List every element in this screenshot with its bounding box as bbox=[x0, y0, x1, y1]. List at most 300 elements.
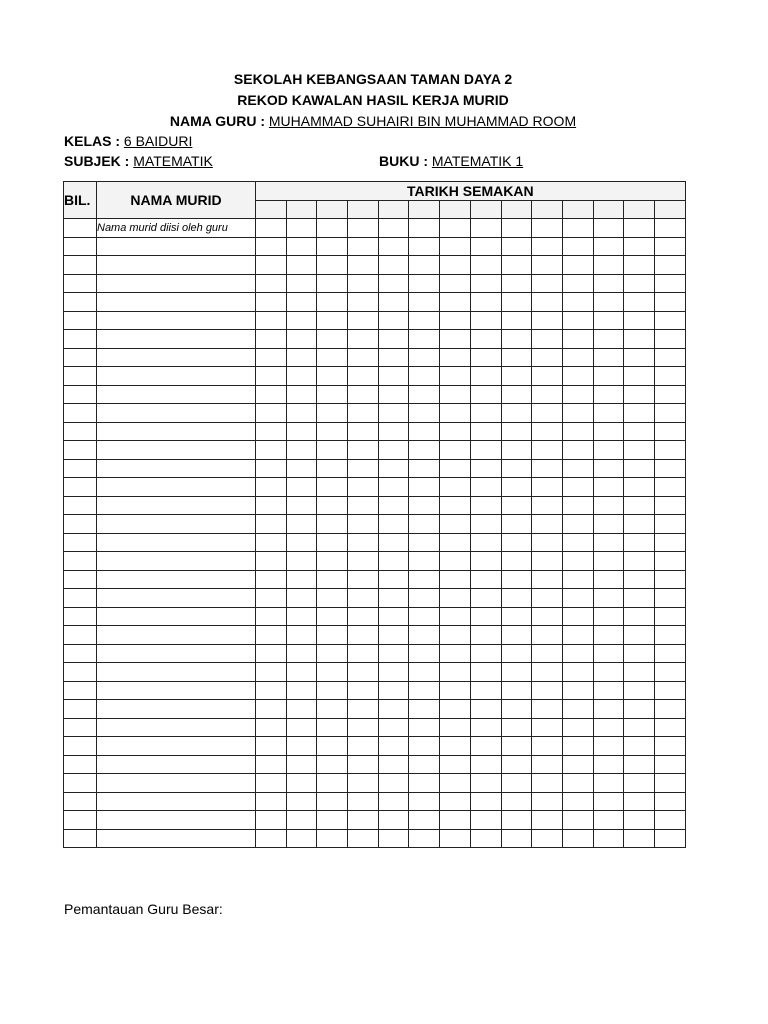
check-cell bbox=[501, 385, 532, 404]
check-cell bbox=[654, 274, 685, 293]
bil-cell bbox=[64, 681, 97, 700]
check-cell bbox=[348, 626, 379, 645]
check-cell bbox=[624, 385, 655, 404]
bil-cell bbox=[64, 404, 97, 423]
bil-cell bbox=[64, 607, 97, 626]
check-cell bbox=[286, 404, 317, 423]
table-row bbox=[64, 681, 686, 700]
check-cell bbox=[593, 459, 624, 478]
buku-line bbox=[379, 152, 523, 170]
check-cell bbox=[440, 422, 471, 441]
check-cell bbox=[593, 385, 624, 404]
check-cell bbox=[256, 737, 287, 756]
check-cell bbox=[654, 237, 685, 256]
check-cell bbox=[501, 570, 532, 589]
date-header-cell bbox=[440, 200, 471, 219]
check-cell bbox=[378, 700, 409, 719]
check-cell bbox=[470, 552, 501, 571]
check-cell bbox=[317, 422, 348, 441]
table-row bbox=[64, 589, 686, 608]
check-cell bbox=[256, 274, 287, 293]
check-cell bbox=[348, 293, 379, 312]
check-cell bbox=[624, 774, 655, 793]
nama-murid-cell bbox=[97, 570, 256, 589]
check-cell bbox=[286, 755, 317, 774]
check-cell bbox=[409, 811, 440, 830]
check-cell bbox=[256, 792, 287, 811]
check-cell bbox=[409, 422, 440, 441]
table-row bbox=[64, 496, 686, 515]
check-cell bbox=[624, 552, 655, 571]
check-cell bbox=[593, 515, 624, 534]
check-cell bbox=[378, 404, 409, 423]
check-cell bbox=[654, 367, 685, 386]
nama-murid-cell bbox=[97, 626, 256, 645]
check-cell bbox=[532, 589, 563, 608]
check-cell bbox=[532, 478, 563, 497]
bil-cell bbox=[64, 459, 97, 478]
check-cell bbox=[378, 607, 409, 626]
check-cell bbox=[286, 274, 317, 293]
check-cell bbox=[532, 533, 563, 552]
check-cell bbox=[470, 311, 501, 330]
check-cell bbox=[256, 330, 287, 349]
bil-cell bbox=[64, 422, 97, 441]
check-cell bbox=[624, 293, 655, 312]
bil-cell bbox=[64, 755, 97, 774]
check-cell bbox=[470, 478, 501, 497]
check-cell bbox=[593, 441, 624, 460]
check-cell bbox=[562, 755, 593, 774]
check-cell bbox=[624, 663, 655, 682]
check-cell bbox=[348, 718, 379, 737]
bil-cell bbox=[64, 626, 97, 645]
column-header-nama-murid: NAMA MURID bbox=[97, 182, 256, 219]
check-cell bbox=[624, 237, 655, 256]
check-cell bbox=[470, 829, 501, 848]
buku-value: MATEMATIK 1 bbox=[431, 153, 524, 169]
check-cell bbox=[470, 219, 501, 238]
check-cell bbox=[624, 367, 655, 386]
check-cell bbox=[501, 718, 532, 737]
bil-cell bbox=[64, 737, 97, 756]
document-title: REKOD KAWALAN HASIL KERJA MURID bbox=[237, 92, 509, 108]
check-cell bbox=[348, 496, 379, 515]
check-cell bbox=[378, 755, 409, 774]
check-cell bbox=[501, 256, 532, 275]
check-cell bbox=[409, 700, 440, 719]
check-cell bbox=[562, 533, 593, 552]
check-cell bbox=[348, 811, 379, 830]
check-cell bbox=[562, 422, 593, 441]
check-cell bbox=[378, 792, 409, 811]
date-header-cell bbox=[470, 200, 501, 219]
check-cell bbox=[593, 681, 624, 700]
check-cell bbox=[317, 681, 348, 700]
check-cell bbox=[654, 459, 685, 478]
check-cell bbox=[562, 552, 593, 571]
check-cell bbox=[470, 441, 501, 460]
check-cell bbox=[593, 774, 624, 793]
check-cell bbox=[624, 792, 655, 811]
check-cell bbox=[624, 404, 655, 423]
bil-cell bbox=[64, 237, 97, 256]
check-cell bbox=[593, 496, 624, 515]
nama-murid-cell bbox=[97, 404, 256, 423]
check-cell bbox=[317, 348, 348, 367]
check-cell bbox=[501, 589, 532, 608]
date-header-cell bbox=[378, 200, 409, 219]
bil-cell bbox=[64, 644, 97, 663]
nama-murid-cell bbox=[97, 589, 256, 608]
check-cell bbox=[409, 311, 440, 330]
date-header-cell bbox=[348, 200, 379, 219]
check-cell bbox=[470, 774, 501, 793]
check-cell bbox=[256, 811, 287, 830]
nama-murid-cell bbox=[97, 348, 256, 367]
table-row bbox=[64, 274, 686, 293]
check-cell bbox=[348, 589, 379, 608]
bil-cell bbox=[64, 219, 97, 238]
check-cell bbox=[378, 811, 409, 830]
date-header-cell bbox=[256, 200, 287, 219]
check-cell bbox=[348, 404, 379, 423]
nama-murid-cell bbox=[97, 459, 256, 478]
check-cell bbox=[286, 496, 317, 515]
check-cell bbox=[654, 570, 685, 589]
check-cell bbox=[470, 792, 501, 811]
bil-cell bbox=[64, 792, 97, 811]
check-cell bbox=[593, 237, 624, 256]
column-header-tarikh-semakan: TARIKH SEMAKAN bbox=[256, 182, 686, 201]
check-cell bbox=[501, 367, 532, 386]
check-cell bbox=[409, 589, 440, 608]
check-cell bbox=[470, 626, 501, 645]
check-cell bbox=[562, 441, 593, 460]
check-cell bbox=[378, 274, 409, 293]
check-cell bbox=[624, 274, 655, 293]
check-cell bbox=[593, 589, 624, 608]
nama-murid-cell bbox=[97, 718, 256, 737]
table-row bbox=[64, 700, 686, 719]
table-row bbox=[64, 792, 686, 811]
check-cell bbox=[348, 552, 379, 571]
check-cell bbox=[593, 644, 624, 663]
nama-murid-cell bbox=[97, 644, 256, 663]
check-cell bbox=[256, 237, 287, 256]
table-row bbox=[64, 348, 686, 367]
check-cell bbox=[409, 367, 440, 386]
check-cell bbox=[501, 663, 532, 682]
check-cell bbox=[470, 681, 501, 700]
check-cell bbox=[409, 441, 440, 460]
check-cell bbox=[501, 533, 532, 552]
check-cell bbox=[593, 700, 624, 719]
check-cell bbox=[532, 737, 563, 756]
check-cell bbox=[532, 385, 563, 404]
table-row bbox=[64, 404, 686, 423]
check-cell bbox=[348, 570, 379, 589]
check-cell bbox=[501, 348, 532, 367]
check-cell bbox=[654, 774, 685, 793]
table-row bbox=[64, 293, 686, 312]
school-name: SEKOLAH KEBANGSAAN TAMAN DAYA 2 bbox=[233, 71, 513, 87]
check-cell bbox=[654, 348, 685, 367]
bil-cell bbox=[64, 256, 97, 275]
check-cell bbox=[501, 700, 532, 719]
check-cell bbox=[409, 570, 440, 589]
table-row bbox=[64, 755, 686, 774]
check-cell bbox=[348, 385, 379, 404]
date-header-cell bbox=[532, 200, 563, 219]
check-cell bbox=[593, 755, 624, 774]
check-cell bbox=[624, 589, 655, 608]
nama-murid-cell bbox=[97, 367, 256, 386]
check-cell bbox=[624, 737, 655, 756]
check-cell bbox=[440, 348, 471, 367]
check-cell bbox=[256, 459, 287, 478]
nama-murid-cell bbox=[97, 755, 256, 774]
check-cell bbox=[501, 496, 532, 515]
bil-cell bbox=[64, 718, 97, 737]
check-cell bbox=[654, 607, 685, 626]
check-cell bbox=[378, 459, 409, 478]
check-cell bbox=[440, 663, 471, 682]
check-cell bbox=[317, 274, 348, 293]
check-cell bbox=[317, 256, 348, 275]
check-cell bbox=[624, 644, 655, 663]
teacher-label: NAMA GURU : bbox=[169, 113, 265, 129]
check-cell bbox=[256, 552, 287, 571]
check-cell bbox=[501, 237, 532, 256]
check-cell bbox=[317, 792, 348, 811]
check-cell bbox=[378, 256, 409, 275]
check-cell bbox=[440, 385, 471, 404]
check-cell bbox=[501, 626, 532, 645]
date-header-cell bbox=[624, 200, 655, 219]
check-cell bbox=[378, 626, 409, 645]
check-cell bbox=[624, 311, 655, 330]
check-cell bbox=[593, 293, 624, 312]
check-cell bbox=[317, 219, 348, 238]
table-row bbox=[64, 256, 686, 275]
check-cell bbox=[562, 385, 593, 404]
check-cell bbox=[256, 533, 287, 552]
table-row bbox=[64, 811, 686, 830]
check-cell bbox=[256, 681, 287, 700]
check-cell bbox=[654, 626, 685, 645]
check-cell bbox=[348, 311, 379, 330]
check-cell bbox=[654, 700, 685, 719]
check-cell bbox=[440, 755, 471, 774]
check-cell bbox=[409, 792, 440, 811]
check-cell bbox=[532, 496, 563, 515]
check-cell bbox=[348, 644, 379, 663]
check-cell bbox=[470, 459, 501, 478]
bil-cell bbox=[64, 274, 97, 293]
check-cell bbox=[501, 219, 532, 238]
check-cell bbox=[378, 348, 409, 367]
nama-murid-cell bbox=[97, 515, 256, 534]
check-cell bbox=[562, 311, 593, 330]
check-cell bbox=[593, 626, 624, 645]
check-cell bbox=[286, 681, 317, 700]
check-cell bbox=[624, 533, 655, 552]
check-cell bbox=[348, 422, 379, 441]
check-cell bbox=[532, 663, 563, 682]
check-cell bbox=[348, 700, 379, 719]
check-cell bbox=[532, 311, 563, 330]
check-cell bbox=[286, 533, 317, 552]
check-cell bbox=[654, 718, 685, 737]
nama-murid-cell bbox=[97, 792, 256, 811]
nama-murid-cell bbox=[97, 441, 256, 460]
check-cell bbox=[256, 367, 287, 386]
check-cell bbox=[624, 219, 655, 238]
table-row bbox=[64, 737, 686, 756]
check-cell bbox=[624, 829, 655, 848]
check-cell bbox=[440, 589, 471, 608]
check-cell bbox=[256, 422, 287, 441]
check-cell bbox=[286, 256, 317, 275]
check-cell bbox=[286, 663, 317, 682]
check-cell bbox=[654, 829, 685, 848]
check-cell bbox=[256, 478, 287, 497]
check-cell bbox=[378, 330, 409, 349]
table-row bbox=[64, 459, 686, 478]
check-cell bbox=[409, 607, 440, 626]
check-cell bbox=[593, 570, 624, 589]
check-cell bbox=[286, 774, 317, 793]
date-header-cell bbox=[409, 200, 440, 219]
check-cell bbox=[409, 496, 440, 515]
nama-murid-cell bbox=[97, 552, 256, 571]
bil-cell bbox=[64, 533, 97, 552]
check-cell bbox=[286, 311, 317, 330]
check-cell bbox=[624, 607, 655, 626]
check-cell bbox=[348, 256, 379, 275]
check-cell bbox=[409, 552, 440, 571]
check-cell bbox=[286, 737, 317, 756]
check-cell bbox=[470, 293, 501, 312]
check-cell bbox=[501, 422, 532, 441]
check-cell bbox=[440, 792, 471, 811]
check-cell bbox=[409, 348, 440, 367]
check-cell bbox=[440, 330, 471, 349]
check-cell bbox=[562, 811, 593, 830]
check-cell bbox=[654, 256, 685, 275]
check-cell bbox=[654, 811, 685, 830]
check-cell bbox=[501, 792, 532, 811]
check-cell bbox=[440, 626, 471, 645]
check-cell bbox=[286, 570, 317, 589]
check-cell bbox=[624, 570, 655, 589]
check-cell bbox=[470, 348, 501, 367]
check-cell bbox=[470, 737, 501, 756]
check-cell bbox=[409, 274, 440, 293]
bil-cell bbox=[64, 330, 97, 349]
record-table bbox=[63, 181, 686, 848]
check-cell bbox=[317, 700, 348, 719]
check-cell bbox=[440, 237, 471, 256]
table-row bbox=[64, 774, 686, 793]
check-cell bbox=[532, 404, 563, 423]
check-cell bbox=[654, 311, 685, 330]
nama-murid-cell bbox=[97, 533, 256, 552]
check-cell bbox=[654, 681, 685, 700]
check-cell bbox=[470, 811, 501, 830]
check-cell bbox=[654, 515, 685, 534]
check-cell bbox=[317, 367, 348, 386]
check-cell bbox=[624, 626, 655, 645]
check-cell bbox=[532, 718, 563, 737]
check-cell bbox=[440, 644, 471, 663]
check-cell bbox=[378, 681, 409, 700]
bil-cell bbox=[64, 829, 97, 848]
check-cell bbox=[409, 681, 440, 700]
check-cell bbox=[317, 644, 348, 663]
check-cell bbox=[440, 774, 471, 793]
check-cell bbox=[562, 663, 593, 682]
check-cell bbox=[562, 570, 593, 589]
check-cell bbox=[654, 496, 685, 515]
check-cell bbox=[470, 718, 501, 737]
check-cell bbox=[501, 274, 532, 293]
check-cell bbox=[378, 774, 409, 793]
check-cell bbox=[654, 533, 685, 552]
check-cell bbox=[409, 755, 440, 774]
check-cell bbox=[286, 422, 317, 441]
table-row bbox=[64, 219, 686, 238]
check-cell bbox=[440, 552, 471, 571]
check-cell bbox=[624, 478, 655, 497]
check-cell bbox=[440, 811, 471, 830]
check-cell bbox=[317, 311, 348, 330]
bil-cell bbox=[64, 496, 97, 515]
check-cell bbox=[348, 663, 379, 682]
check-cell bbox=[470, 274, 501, 293]
kelas-line bbox=[64, 132, 192, 150]
check-cell bbox=[654, 330, 685, 349]
check-cell bbox=[378, 570, 409, 589]
check-cell bbox=[378, 496, 409, 515]
check-cell bbox=[562, 737, 593, 756]
column-header-bil: BIL. bbox=[64, 182, 97, 219]
nama-murid-cell: Nama murid diisi oleh guru bbox=[97, 219, 256, 238]
check-cell bbox=[562, 404, 593, 423]
check-cell bbox=[409, 829, 440, 848]
check-cell bbox=[317, 570, 348, 589]
bil-cell bbox=[64, 478, 97, 497]
check-cell bbox=[348, 367, 379, 386]
nama-murid-cell bbox=[97, 256, 256, 275]
check-cell bbox=[440, 737, 471, 756]
check-cell bbox=[501, 681, 532, 700]
check-cell bbox=[470, 663, 501, 682]
check-cell bbox=[440, 607, 471, 626]
check-cell bbox=[562, 274, 593, 293]
check-cell bbox=[409, 256, 440, 275]
kelas-label: KELAS : bbox=[64, 133, 120, 149]
check-cell bbox=[654, 385, 685, 404]
check-cell bbox=[532, 422, 563, 441]
check-cell bbox=[532, 459, 563, 478]
date-header-cell bbox=[286, 200, 317, 219]
check-cell bbox=[593, 330, 624, 349]
check-cell bbox=[593, 737, 624, 756]
check-cell bbox=[317, 589, 348, 608]
table-row bbox=[64, 533, 686, 552]
